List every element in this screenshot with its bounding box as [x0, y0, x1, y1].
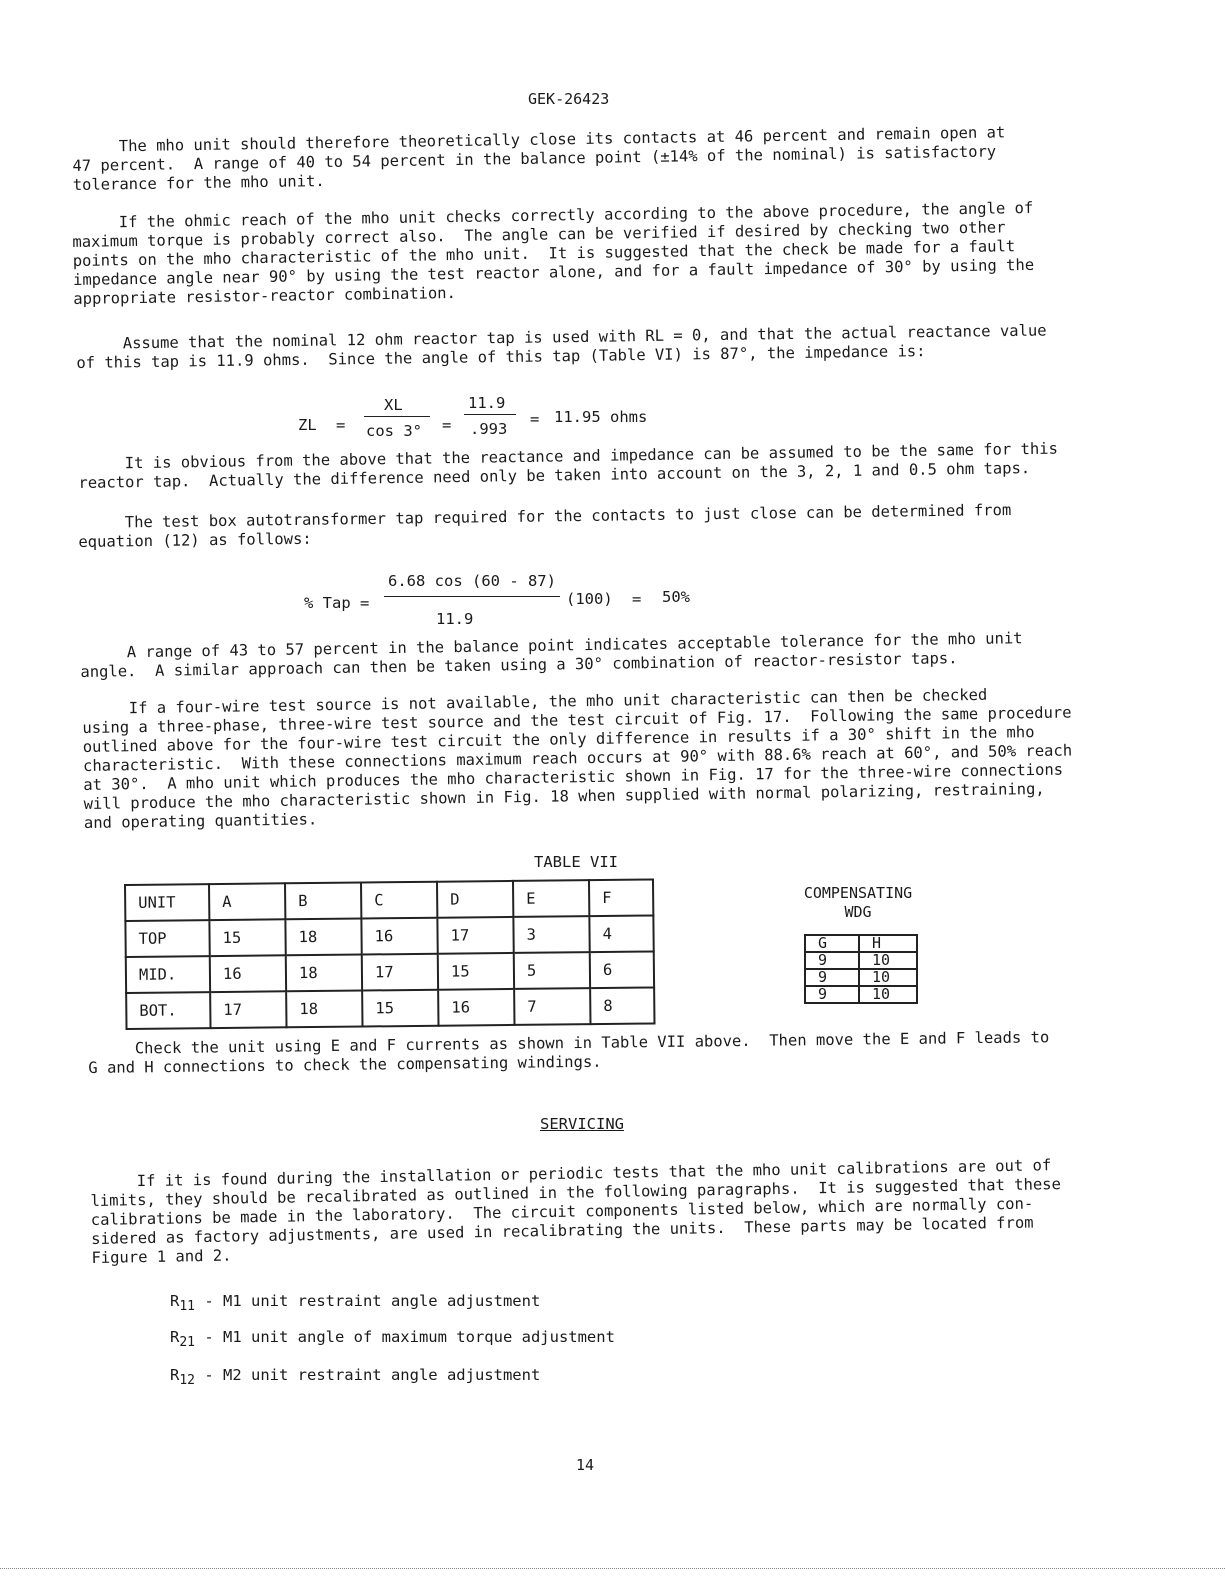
header-cell: A	[209, 883, 285, 920]
paragraph-mho-close-contacts: The mho unit should therefore theoretically close its contacts at 46 percent and remain open at 47 percent. A range of 40 to 54 percent in the balance point (±14% of the nominal) is satisfactory tolerance for the mho unit.	[72, 123, 1006, 194]
eq1-numerator-1: XL	[384, 396, 403, 414]
list-item	[170, 1366, 540, 1388]
paragraph-assume-reactor-tap: Assume that the nominal 12 ohm reactor tap is used with RL = 0, and that the actual reactance value of this tap is 11.9 ohms. Since the angle of this tap (Table VI) is 87°, the impedance is:	[76, 321, 1047, 372]
page-number: 14	[576, 1456, 595, 1474]
paragraph-recalibration: If it is found during the installation or periodic tests that the mho unit calibrations are out of limits, they should be recalibrated as outlined in the following paragraphs. It is suggested that these calibrations be made in the laboratory. The circuit components listed below, which are normally con- sidered as factory adjustments, are used in recalibrating the units. These parts may be located from Figure 1 and 2.	[90, 1156, 1062, 1267]
table-row	[126, 987, 654, 1029]
header-cell: UNIT	[125, 884, 209, 921]
eq2-result: 50%	[662, 588, 690, 606]
table-cell: BOT.	[126, 992, 210, 1029]
table-cell: 15	[209, 919, 285, 956]
eq2-denominator: 11.9	[436, 610, 474, 628]
table-row	[805, 952, 917, 969]
component-symbol: R	[170, 1292, 180, 1310]
table-cell: 16	[438, 989, 514, 1026]
component-symbol: R	[170, 1328, 180, 1346]
eq1-equals-3: =	[530, 410, 540, 428]
component-subscript: 12	[179, 1373, 195, 1389]
component-subscript: 21	[179, 1335, 195, 1351]
table-cell: 18	[285, 919, 361, 956]
document-header: GEK-26423	[528, 90, 610, 108]
header-cell: E	[513, 880, 589, 917]
table-header-row	[805, 935, 917, 952]
table-cell: 10	[859, 952, 917, 969]
eq2-fraction-bar	[384, 596, 560, 597]
section-heading-servicing: SERVICING	[540, 1115, 624, 1133]
paragraph-obvious-reactance: It is obvious from the above that the reactance and impedance can be assumed to be the same for this reactor tap. Actually the difference need only be taken into account on the 3, 2, 1 and 0.5 ohm taps.	[78, 439, 1059, 492]
table-vii	[124, 878, 655, 1030]
eq1-equals-1: =	[336, 416, 346, 434]
compensating-winding-table	[804, 934, 918, 1004]
list-item	[170, 1328, 615, 1350]
eq1-denominator-1: cos 3°	[366, 422, 422, 440]
table-cell: 17	[437, 917, 513, 954]
table-cell: 16	[361, 918, 437, 955]
table-cell: 17	[362, 954, 438, 991]
table-cell: 15	[362, 990, 438, 1027]
header-cell: B	[285, 883, 361, 920]
table-cell: TOP	[125, 920, 209, 957]
header-cell: H	[859, 935, 917, 952]
eq1-denominator-2: .993	[470, 420, 508, 438]
header-cell: G	[805, 935, 859, 952]
table-cell: 10	[859, 986, 917, 1003]
compensating-title-line-1: COMPENSATING	[803, 884, 913, 902]
list-item	[170, 1292, 540, 1314]
compensating-title-line-2: WDG	[844, 903, 872, 921]
eq2-equals: =	[632, 590, 642, 608]
component-description: - M2 unit restraint angle adjustment	[195, 1366, 541, 1384]
table-cell: 8	[590, 987, 654, 1024]
table-cell: 5	[514, 952, 590, 989]
table-cell: 15	[438, 953, 514, 990]
paragraph-check-unit: Check the unit using E and F currents as shown in Table VII above. Then move the E and F leads to G and H connections to check the compensating windings.	[88, 1028, 1050, 1077]
eq1-fraction-bar-1	[364, 416, 430, 417]
eq2-lhs: % Tap =	[304, 594, 370, 612]
paragraph-ohmic-reach: If the ohmic reach of the mho unit checks correctly according to the above procedure, the angle of maximum torque is probably correct also. The angle can be verified if desired by checking two other points on the mho characteristic of the mho unit. It is suggested that the check be made for a fault impedance angle near 90° by using the test reactor alone, and for a fault impedance of 30° by using the appropriate resistor-reactor combination.	[72, 198, 1035, 308]
eq1-result: 11.95 ohms	[554, 408, 648, 426]
eq1-lhs: ZL	[298, 416, 317, 434]
component-subscript: 11	[179, 1299, 195, 1315]
table-cell: 9	[805, 969, 859, 986]
component-symbol: R	[170, 1366, 180, 1384]
table-cell: MID.	[126, 956, 210, 993]
table-cell: 4	[589, 915, 653, 952]
component-description: - M1 unit angle of maximum torque adjustment	[195, 1328, 615, 1346]
table-vii-caption: TABLE VII	[534, 853, 618, 871]
table-cell: 9	[805, 986, 859, 1003]
table-header-row	[125, 879, 653, 921]
table-row	[805, 986, 917, 1003]
header-cell: C	[361, 882, 437, 919]
eq1-numerator-2: 11.9	[468, 394, 506, 412]
table-row	[125, 915, 653, 957]
eq1-equals-2: =	[442, 416, 452, 434]
table-cell: 16	[210, 955, 286, 992]
paragraph-range-43-57: A range of 43 to 57 percent in the balance point indicates acceptable tolerance for the mho unit angle. A similar approach can then be taken using a 30° combination of reactor-resistor taps.	[80, 629, 1023, 681]
paragraph-four-wire-source: If a four-wire test source is not available, the mho unit characteristic can then be checked using a three-phase, three-wire test source and the test circuit of Fig. 17. Following the same procedure outlined above for the four-wire test circuit the only difference in results if a 30° shift in the mho characteristic. With these connections maximum reach occurs at 90° with 88.6% reach at 60°, and 50% reach at 30°. A mho unit which produces the mho characteristic shown in Fig. 17 for the three-wire connections will produce the mho characteristic shown in Fig. 18 when supplied with normal polarizing, restraining, and operating quantities.	[82, 685, 1073, 832]
component-description: - M1 unit restraint angle adjustment	[195, 1292, 541, 1310]
table-cell: 18	[286, 991, 362, 1028]
paragraph-autotransformer-tap: The test box autotransformer tap required for the contacts to just close can be determined from equation (12) as follows:	[78, 500, 1012, 551]
table-cell: 7	[514, 988, 590, 1025]
table-cell: 6	[590, 951, 654, 988]
eq2-factor: (100)	[566, 590, 613, 608]
table-cell: 17	[210, 991, 286, 1028]
table-cell: 9	[805, 952, 859, 969]
eq2-numerator: 6.68 cos (60 - 87)	[388, 572, 556, 590]
scan-edge-divider	[0, 1568, 1225, 1569]
table-cell: 3	[513, 916, 589, 953]
table-row	[126, 951, 654, 993]
table-cell: 18	[286, 955, 362, 992]
header-cell: F	[589, 879, 653, 916]
table-cell: 10	[859, 969, 917, 986]
table-row	[805, 969, 917, 986]
compensating-winding-title	[798, 884, 918, 922]
header-cell: D	[437, 881, 513, 918]
eq1-fraction-bar-2	[464, 414, 516, 415]
